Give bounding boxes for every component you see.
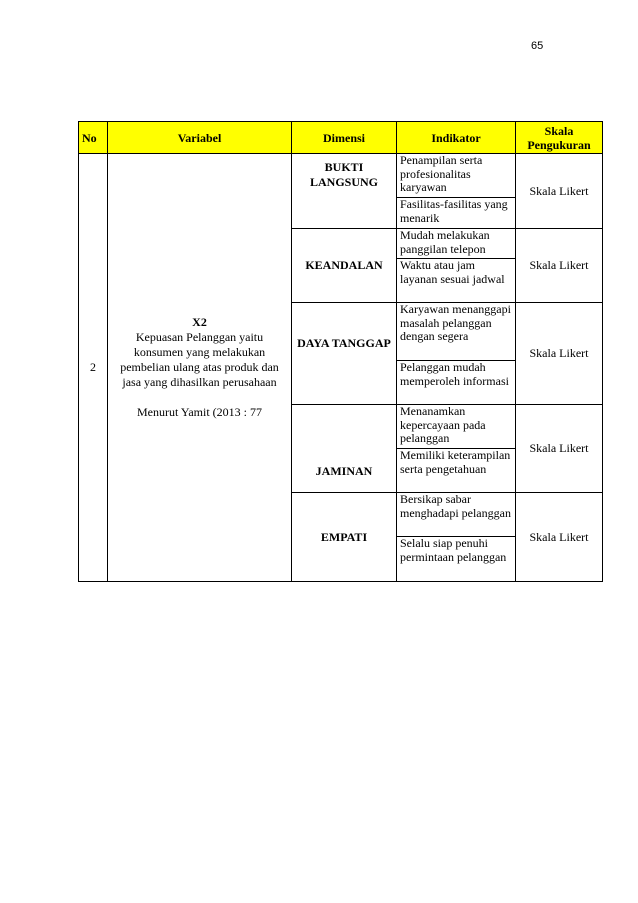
row-number: 2 bbox=[79, 154, 108, 582]
header-indikator: Indikator bbox=[397, 122, 516, 154]
header-dimensi: Dimensi bbox=[292, 122, 397, 154]
indicator-cell: Waktu atau jam layanan sesuai jadwal bbox=[397, 259, 516, 303]
scale-cell: Skala Likert bbox=[516, 303, 603, 405]
scale-cell: Skala Likert bbox=[516, 405, 603, 493]
header-variabel: Variabel bbox=[108, 122, 292, 154]
dimension-jaminan: JAMINAN bbox=[292, 405, 397, 493]
indicator-cell: Fasilitas-fasilitas yang menarik bbox=[397, 198, 516, 229]
dimension-empati: EMPATI bbox=[292, 493, 397, 582]
variable-code: X2 bbox=[192, 315, 207, 329]
indicator-cell: Menanamkan kepercayaan pada pelanggan bbox=[397, 405, 516, 449]
indicator-cell: Karyawan menanggapi masalah pelanggan dengan segera bbox=[397, 303, 516, 361]
indicator-cell: Memiliki keterampilan serta pengetahuan bbox=[397, 449, 516, 493]
dimension-bukti-langsung: BUKTI LANGSUNG bbox=[292, 154, 397, 229]
indicator-cell: Mudah melakukan panggilan telepon bbox=[397, 229, 516, 259]
indicator-cell: Pelanggan mudah memperoleh informasi bbox=[397, 361, 516, 405]
variable-source: Menurut Yamit (2013 : 77 bbox=[136, 405, 262, 419]
indicator-cell: Bersikap sabar menghadapi pelanggan bbox=[397, 493, 516, 537]
scale-cell: Skala Likert bbox=[516, 229, 603, 303]
header-row bbox=[79, 122, 603, 154]
variable-table bbox=[78, 121, 603, 582]
dimension-daya-tanggap: DAYA TANGGAP bbox=[292, 303, 397, 405]
indicator-cell: Selalu siap penuhi permintaan pelanggan bbox=[397, 537, 516, 582]
scale-cell: Skala Likert bbox=[516, 493, 603, 582]
page-number: 65 bbox=[531, 40, 544, 52]
scale-cell: Skala Likert bbox=[516, 154, 603, 229]
table-row bbox=[79, 154, 603, 198]
variable-description: Kepuasan Pelanggan yaitu konsumen yang melakukan pembelian ulang atas produk dan jasa yang dihasilkan perusahaan bbox=[120, 330, 279, 389]
variable-cell bbox=[108, 154, 292, 582]
indicator-cell: Penampilan serta profesionalitas karyawan bbox=[397, 154, 516, 198]
header-skala: Skala Pengukuran bbox=[516, 122, 603, 154]
dimension-keandalan: KEANDALAN bbox=[292, 229, 397, 303]
header-no: No bbox=[79, 122, 108, 154]
